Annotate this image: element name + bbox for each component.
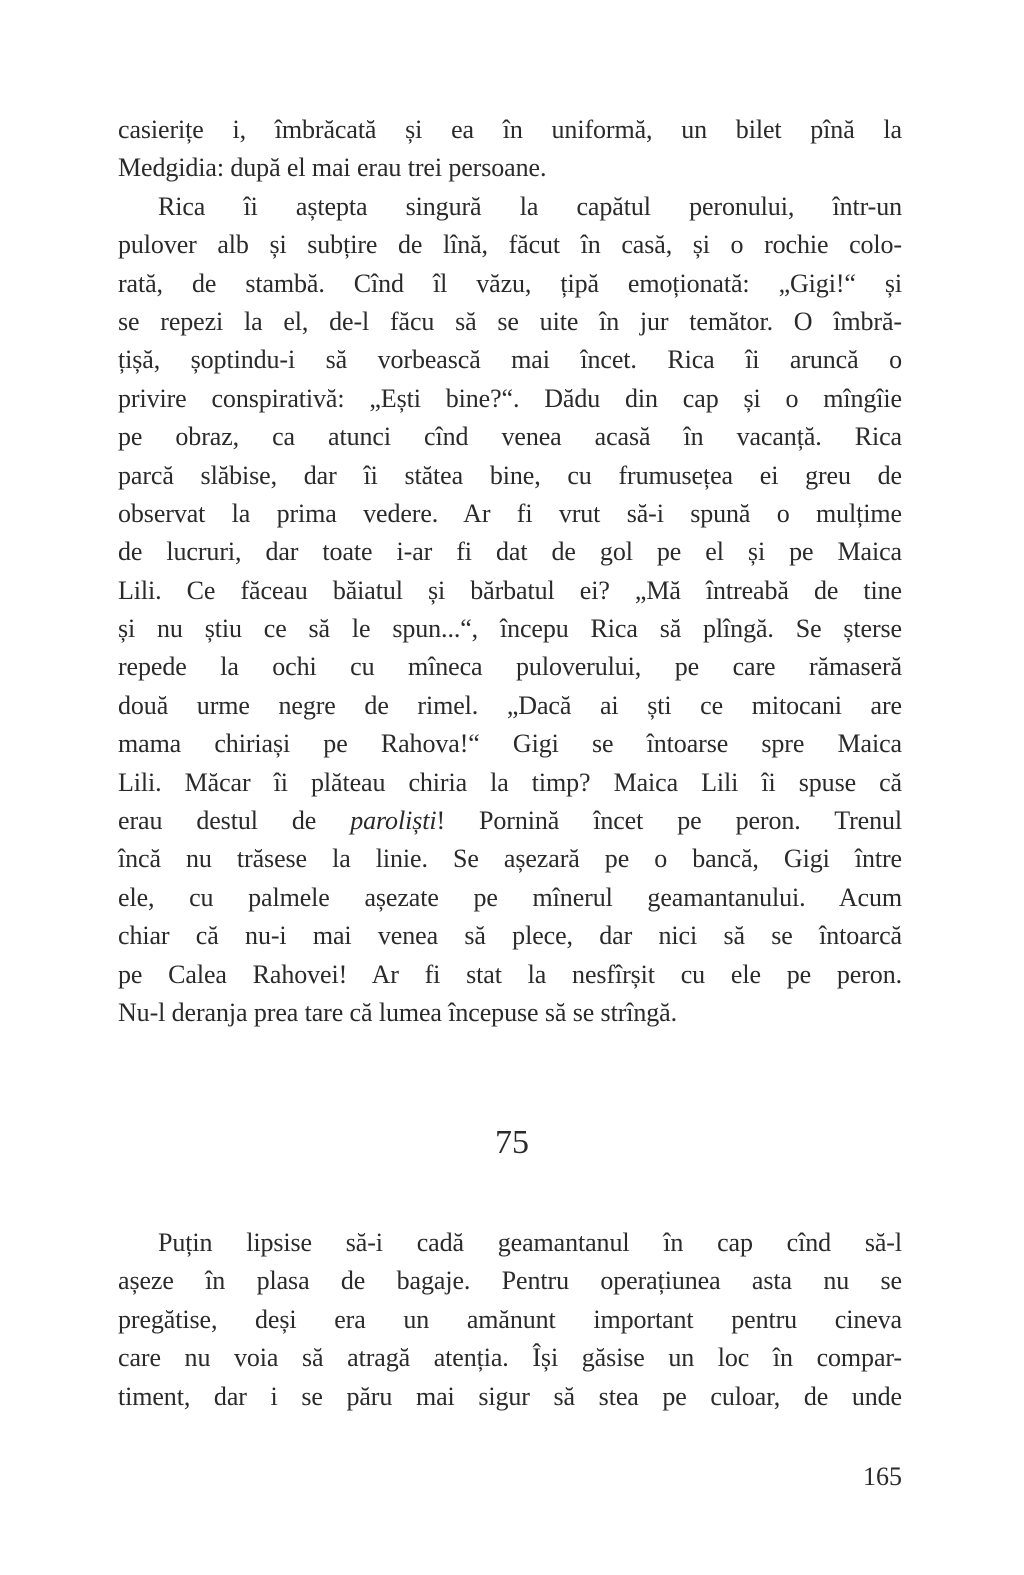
text-line: Medgidia: după el mai erau trei persoane.	[118, 153, 547, 183]
text-line: chiar că nu-i mai venea să plece, dar nici să se întoarcă	[118, 921, 902, 951]
text-line: Lili. Măcar îi plăteau chiria la timp? Maica Lili îi spuse că	[118, 767, 902, 797]
text-line: care nu voia să atragă atenția. Își găsise un loc în compar-	[118, 1343, 902, 1373]
text-line: pe Calea Rahovei! Ar fi stat la nesfîrșit cu ele pe peron.	[118, 959, 902, 989]
text-line: timent, dar i se păru mai sigur să stea pe culoar, de unde	[118, 1381, 902, 1411]
section-74-text	[118, 111, 902, 1032]
italic-word: paroliști	[350, 806, 437, 836]
page-number: 165	[863, 1462, 902, 1491]
text-span: ! Pornină încet pe peron. Trenul	[436, 806, 902, 836]
text-line: Puțin lipsise să-i cadă geamantanul în cap cînd să-l	[158, 1228, 902, 1257]
text-line: Lili. Ce făceau băiatul și bărbatul ei? „Mă întreabă de tine	[118, 575, 902, 605]
text-line	[118, 802, 902, 840]
text-line: se repezi la el, de-l făcu să se uite în jur temător. O îmbră-	[118, 306, 902, 336]
text-line: privire conspirativă: „Ești bine?“. Dădu din cap și o mîngîie	[118, 383, 902, 413]
text-line: mama chiriași pe Rahova!“ Gigi se întoarse spre Maica	[118, 729, 902, 759]
section-75-text	[118, 1224, 902, 1416]
text-line: Nu-l deranja prea tare că lumea începuse să se strîngă.	[118, 997, 678, 1027]
text-line: rată, de stambă. Cînd îl văzu, țipă emoționată: „Gigi!“ și	[118, 268, 902, 298]
text-line: observat la prima vedere. Ar fi vrut să-i spună o mulțime	[118, 498, 902, 528]
text-line: pregătise, deși era un amănunt important pentru cineva	[118, 1304, 902, 1334]
text-line: pulover alb și subțire de lînă, făcut în casă, și o rochie colo-	[118, 230, 902, 260]
text-line: casierițe i, îmbrăcată și ea în uniformă, un bilet pînă la	[118, 115, 902, 144]
text-line: Rica îi aștepta singură la capătul peronului, într-un	[158, 191, 902, 221]
text-line: așeze în plasa de bagaje. Pentru operațiunea asta nu se	[118, 1266, 902, 1296]
text-span: erau destul de	[118, 806, 351, 836]
text-line: țișă, șoptindu-i să vorbească mai încet. Rica îi aruncă o	[118, 345, 902, 375]
text-line: repede la ochi cu mîneca puloverului, pe care rămaseră	[118, 652, 902, 682]
text-line: pe obraz, ca atunci cînd venea acasă în vacanță. Rica	[118, 422, 902, 452]
text-line: de lucruri, dar toate i-ar fi dat de gol pe el și pe Maica	[118, 537, 902, 567]
text-line: două urme negre de rimel. „Dacă ai ști ce mitocani are	[118, 690, 902, 720]
text-line: și nu știu ce să le spun...“, începu Rica să plîngă. Se șterse	[118, 614, 902, 644]
text-line: ele, cu palmele așezate pe mînerul geamantanului. Acum	[118, 882, 902, 912]
chapter-number: 75	[495, 1124, 529, 1161]
text-line: parcă slăbise, dar îi stătea bine, cu frumusețea ei greu de	[118, 460, 902, 490]
text-line: încă nu trăsese la linie. Se așezară pe o bancă, Gigi între	[118, 844, 902, 874]
